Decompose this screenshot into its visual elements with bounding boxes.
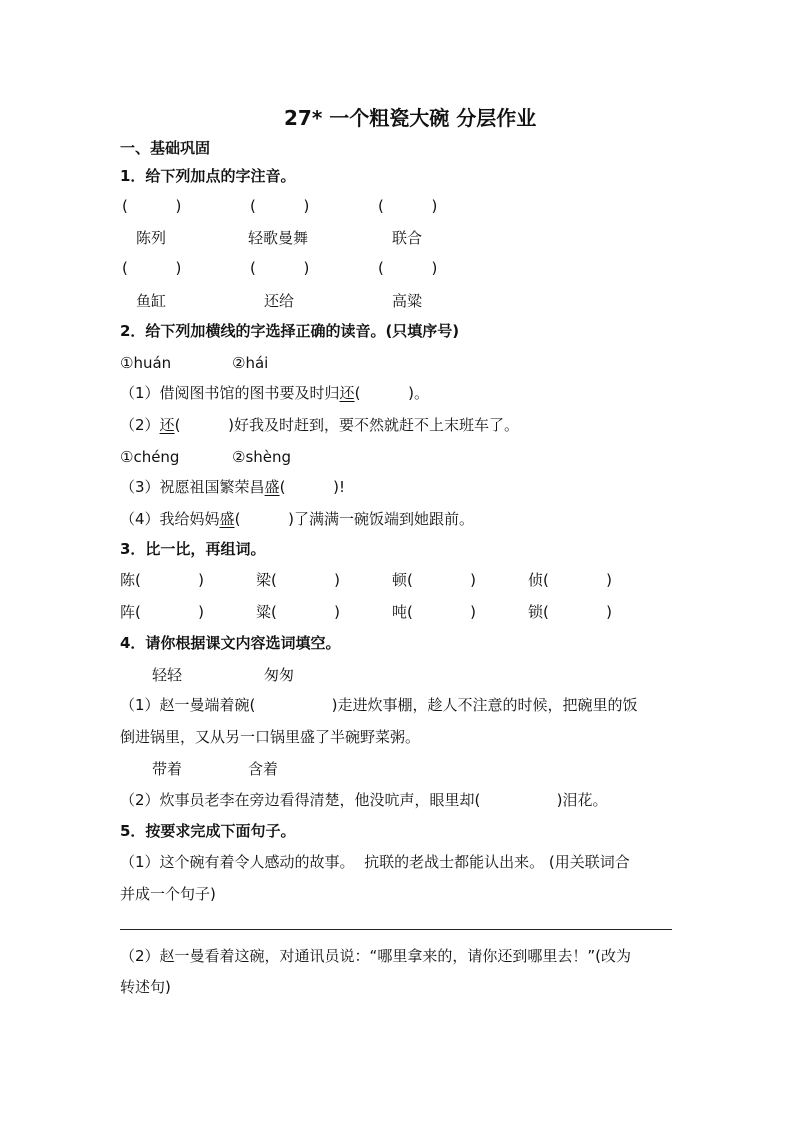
word: 轻歌曼舞 [248, 229, 309, 247]
pinyin-option: ①chéng [120, 448, 180, 466]
word: 高粱 [392, 292, 423, 310]
sentence: （1）借阅图书馆的图书要及时归还( )。 [120, 384, 429, 402]
answer-blank: ( ) [122, 197, 182, 215]
pinyin-option: ②shèng [232, 448, 292, 466]
word-blank: 吨( ) [392, 603, 476, 621]
sentence: （3）祝愿祖国繁荣昌盛( )! [120, 478, 345, 496]
word-blank: 阵( ) [120, 603, 204, 621]
word-blank: 粱( ) [256, 603, 340, 621]
pinyin-option: ②hái [232, 354, 269, 372]
word-choice: 匆匆 [264, 666, 295, 684]
underlined-char: 还 [159, 416, 175, 434]
answer-line [120, 929, 672, 930]
sentence: （1）赵一曼端着碗( )走进炊事棚，趁人不注意的时候，把碗里的饭 [120, 696, 638, 714]
question-2-heading: 2．给下列加横线的字选择正确的读音。(只填序号) [120, 322, 460, 340]
word-blank: 梁( ) [256, 571, 340, 589]
word: 还给 [264, 292, 295, 310]
section-heading: 一、基础巩固 [120, 139, 211, 157]
word: 联合 [392, 229, 423, 247]
sentence: 倒进锅里，又从另一口锅里盛了半碗野菜粥。 [120, 728, 421, 746]
sentence: （1）这个碗有着令人感动的故事。 抗联的老战士都能认出来。 (用关联词合 [120, 853, 630, 871]
answer-blank: ( ) [378, 259, 438, 277]
question-4-heading: 4．请你根据课文内容选词填空。 [120, 634, 341, 652]
answer-blank: ( ) [250, 197, 310, 215]
question-3-heading: 3．比一比，再组词。 [120, 540, 266, 558]
word: 鱼缸 [136, 292, 167, 310]
word-blank: 陈( ) [120, 571, 204, 589]
word-choice: 带着 [152, 760, 183, 778]
answer-blank: ( ) [250, 259, 310, 277]
underlined-char: 盛 [264, 478, 280, 496]
word: 陈列 [136, 229, 167, 247]
answer-blank: ( ) [122, 259, 182, 277]
pinyin-option: ①huán [120, 354, 172, 372]
word-blank: 侦( ) [528, 571, 612, 589]
sentence: 转述句) [120, 978, 171, 996]
answer-blank: ( ) [378, 197, 438, 215]
question-5-heading: 5．按要求完成下面句子。 [120, 822, 296, 840]
sentence: （2）炊事员老李在旁边看得清楚，他没吭声，眼里却( )泪花。 [120, 791, 608, 809]
word-choice: 含着 [248, 760, 279, 778]
page-title: 27* 一个粗瓷大碗 分层作业 [284, 106, 537, 130]
sentence: （2）赵一曼看着这碗，对通讯员说：“哪里拿来的，请你还到哪里去！”(改为 [120, 947, 631, 965]
sentence: （4）我给妈妈盛( )了满满一碗饭端到她跟前。 [120, 510, 474, 528]
underlined-char: 还 [339, 384, 355, 402]
question-1-heading: 1．给下列加点的字注音。 [120, 167, 296, 185]
word-choice: 轻轻 [152, 666, 183, 684]
sentence: 并成一个句子) [120, 885, 216, 903]
underlined-char: 盛 [219, 510, 235, 528]
word-blank: 锁( ) [528, 603, 612, 621]
sentence: （2）还( )好我及时赶到，要不然就赶不上末班车了。 [120, 416, 519, 434]
word-blank: 顿( ) [392, 571, 476, 589]
